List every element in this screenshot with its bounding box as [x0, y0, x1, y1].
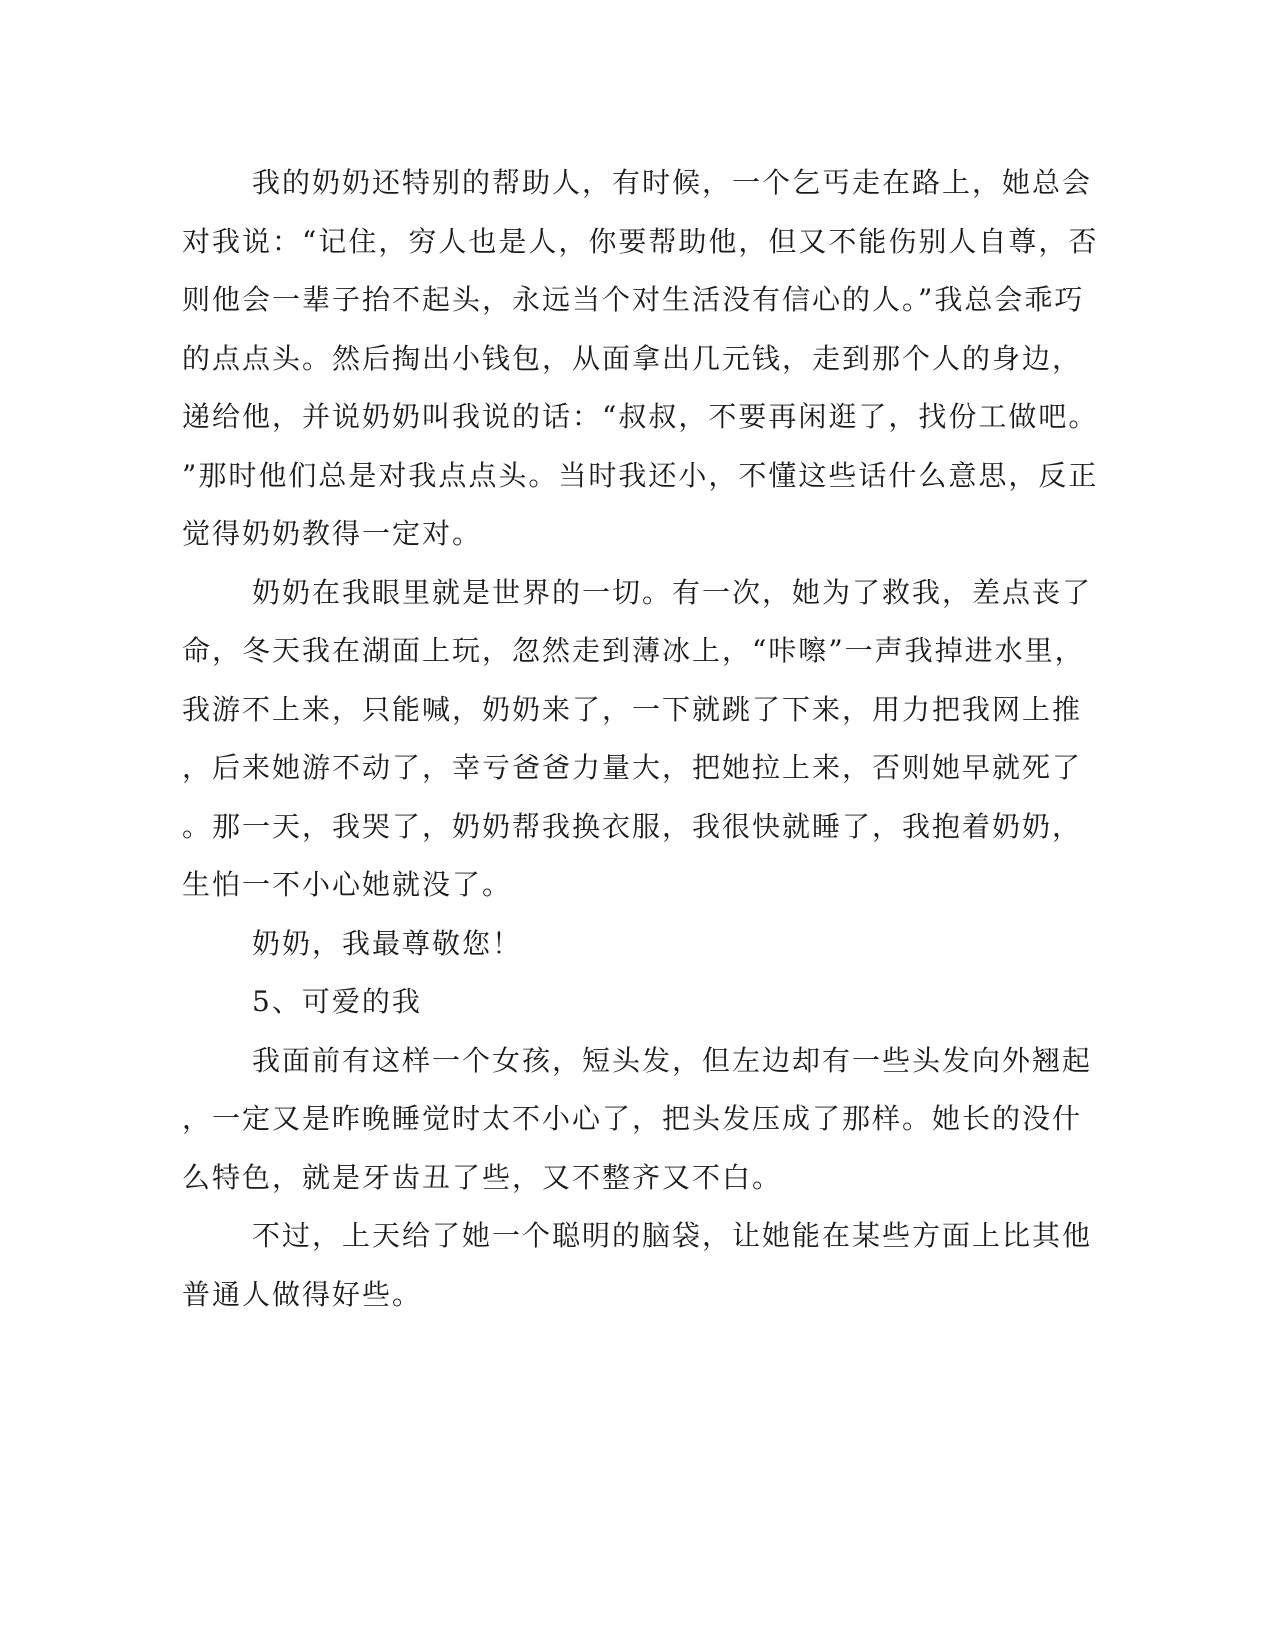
text-line: 我的奶奶还特别的帮助人，有时候，一个乞丐走在路上，她总会 [252, 166, 1093, 199]
text-line: 命，冬天我在湖面上玩，忽然走到薄冰上，“咔嚓”一声我掉进水里， [182, 634, 1085, 667]
text-line: ，一定又是昨晚睡觉时太不小心了，把头发压成了那样。她长的没什 [182, 1102, 1083, 1135]
text-line: ”那时他们总是对我点点头。当时我还小，不懂这些话什么意思，反正 [182, 459, 1099, 492]
text-line: 么特色，就是牙齿丑了些，又不整齐又不白。 [182, 1161, 783, 1194]
text-line: 对我说：“记住，穷人也是人，你要帮助他，但又不能伤别人自尊，否 [182, 225, 1099, 258]
text-line: 递给他，并说奶奶叫我说的话：“叔叔，不要再闲逛了，找份工做吧。 [182, 400, 1099, 433]
text-line: 奶奶，我最尊敬您！ [252, 927, 523, 960]
text-line: 奶奶在我眼里就是世界的一切。有一次，她为了救我，差点丧了 [252, 576, 1093, 609]
text-line: 我面前有这样一个女孩，短头发，但左边却有一些头发向外翘起 [252, 1044, 1093, 1077]
text-line: 的点点头。然后掏出小钱包，从面拿出几元钱，走到那个人的身边， [182, 342, 1083, 375]
text-line: 觉得奶奶教得一定对。 [182, 517, 483, 550]
text-line: 则他会一辈子抬不起头，永远当个对生活没有信心的人。”我总会乖巧 [182, 283, 1085, 316]
section-heading: 5、可爱的我 [252, 985, 422, 1018]
text-line: 生怕一不小心她就没了。 [182, 868, 513, 901]
text-line: 。那一天，我哭了，奶奶帮我换衣服，我很快就睡了，我抱着奶奶， [182, 810, 1083, 843]
text-line: 普通人做得好些。 [182, 1278, 423, 1311]
text-line: 不过，上天给了她一个聪明的脑袋，让她能在某些方面上比其他 [252, 1219, 1093, 1252]
text-line: ，后来她游不动了，幸亏爸爸力量大，把她拉上来，否则她早就死了 [182, 751, 1083, 784]
text-line: 我游不上来，只能喊，奶奶来了，一下就跳了下来，用力把我网上推 [182, 693, 1083, 726]
